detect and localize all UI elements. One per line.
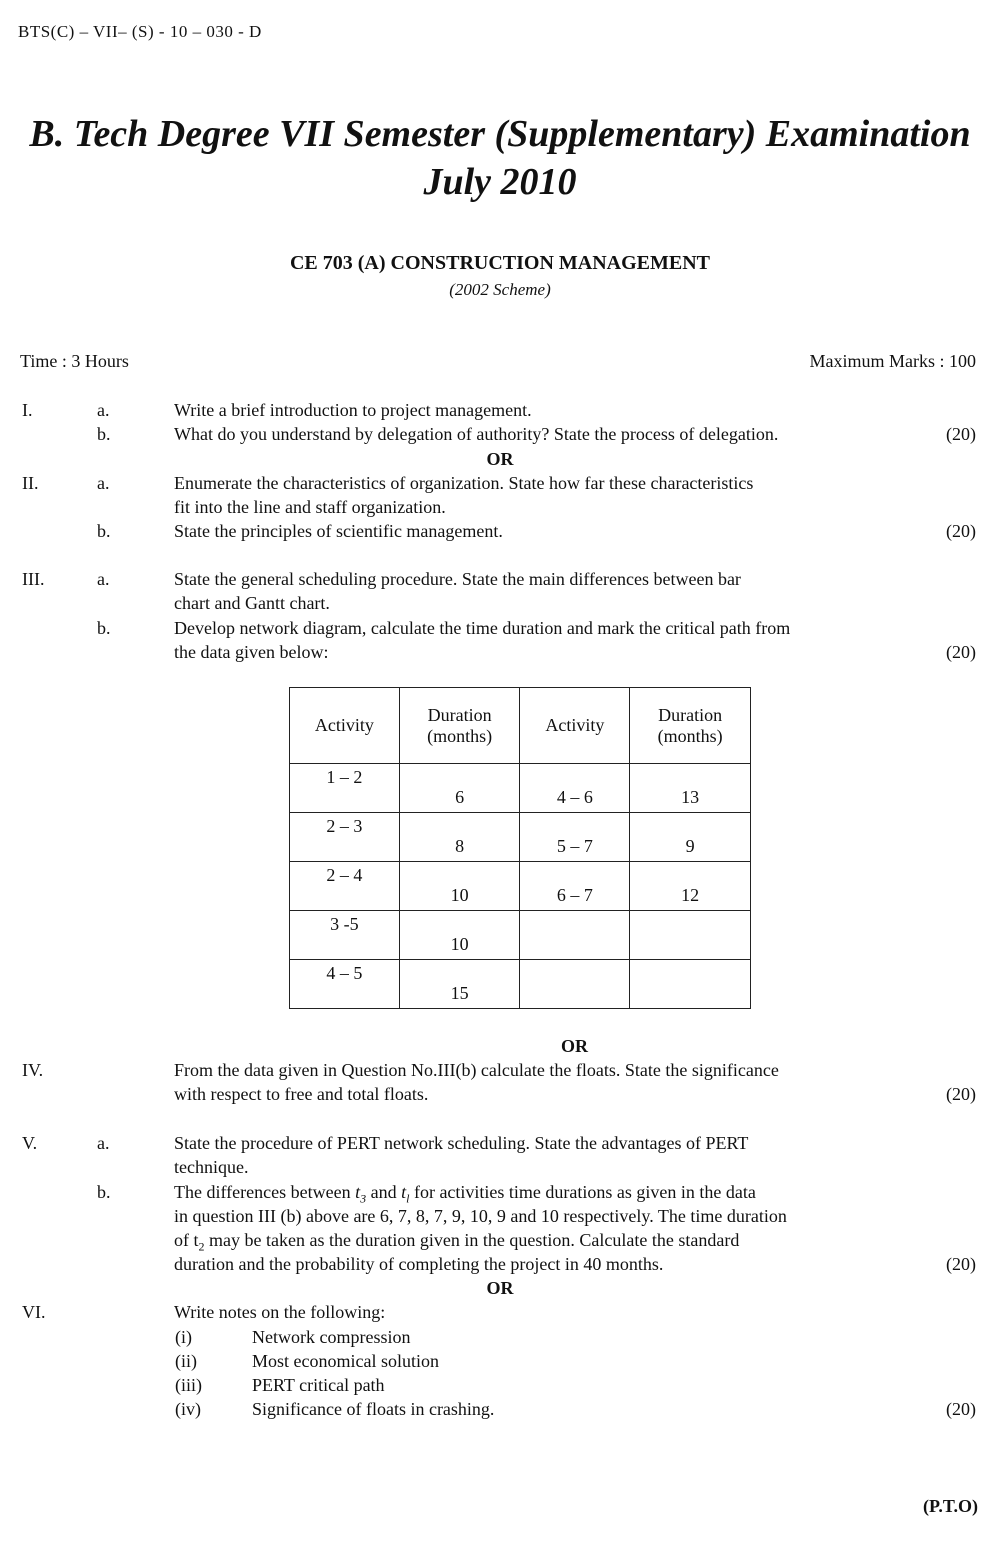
duration-cell: 15 (399, 960, 520, 1009)
duration-cell (630, 911, 751, 960)
question-text: State the general scheduling procedure. State the main differences between bar (174, 569, 741, 589)
table-row (290, 911, 751, 960)
symbol-t: t (355, 1182, 361, 1202)
question-text: What do you understand by delegation of authority? State the process of delegation. (174, 424, 779, 444)
question-text: Write notes on the following: (174, 1302, 386, 1322)
or-separator: OR (486, 1278, 514, 1298)
marks: (20) (946, 1084, 976, 1104)
duration-cell (630, 960, 751, 1009)
please-turn-over: (P.T.O) (922, 1496, 978, 1516)
marks: (20) (946, 521, 976, 541)
item-label: (ii) (175, 1351, 197, 1371)
item-label: (i) (175, 1327, 192, 1347)
maximum-marks: Maximum Marks : 100 (809, 351, 976, 371)
question-text: State the procedure of PERT network scheduling. State the advantages of PERT (174, 1133, 749, 1153)
marks: (20) (946, 424, 976, 444)
activity-cell: 3 -5 (290, 911, 400, 960)
table-row (290, 960, 751, 1009)
subscript: 3 (360, 1191, 367, 1206)
subscript: 2 (198, 1239, 205, 1254)
activity-cell: 5 – 7 (520, 813, 630, 862)
text-run: of t (174, 1230, 199, 1250)
question-text: From the data given in Question No.III(b) calculate the floats. State the significance (174, 1060, 779, 1080)
question-text: State the principles of scientific management. (174, 521, 503, 541)
duration-cell: 12 (630, 862, 751, 911)
activity-cell (520, 960, 630, 1009)
duration-cell: 10 (399, 911, 520, 960)
question-text: Write a brief introduction to project management. (174, 400, 532, 420)
table-header: Activity (520, 688, 630, 764)
part-label: a. (97, 1133, 110, 1153)
duration-cell: 10 (399, 862, 520, 911)
question-text: with respect to free and total floats. (174, 1084, 429, 1104)
question-number: I. (22, 400, 33, 420)
table-header (630, 688, 751, 764)
text-run: and (366, 1182, 402, 1202)
duration-cell: 9 (630, 813, 751, 862)
part-label: a. (97, 400, 110, 420)
question-text: in question III (b) above are 6, 7, 8, 7, 9, 10, 9 and 10 respectively. The time duration (174, 1206, 787, 1226)
question-text (174, 1230, 739, 1255)
text-run: The differences between (174, 1182, 356, 1202)
text-run: for activities time durations as given in the data (409, 1182, 756, 1202)
duration-cell: 13 (630, 764, 751, 813)
question-number: IV. (22, 1060, 44, 1080)
item-text: PERT critical path (252, 1375, 385, 1395)
or-separator: OR (561, 1036, 588, 1056)
header-line: (months) (657, 725, 723, 746)
question-text: the data given below: (174, 642, 329, 662)
question-text: fit into the line and staff organization. (174, 497, 446, 517)
part-label: a. (97, 569, 110, 589)
question-text (174, 1182, 756, 1207)
part-label: b. (97, 1182, 111, 1202)
question-text: Enumerate the characteristics of organization. State how far these characteristics (174, 473, 754, 493)
table-row (290, 862, 751, 911)
activity-cell: 2 – 3 (290, 813, 400, 862)
exam-title: B. Tech Degree VII Semester (Supplementary) Examination (29, 113, 971, 155)
header-line: Duration (658, 704, 723, 725)
item-label: (iv) (175, 1399, 201, 1419)
table-header: Activity (290, 688, 400, 764)
or-separator: OR (486, 449, 514, 469)
paper-code: BTS(C) – VII– (S) - 10 – 030 - D (18, 22, 262, 41)
question-text: technique. (174, 1157, 249, 1177)
part-label: b. (97, 618, 111, 638)
table-row (290, 813, 751, 862)
question-text: Develop network diagram, calculate the time duration and mark the critical path from (174, 618, 791, 638)
question-number: II. (22, 473, 39, 493)
marks: (20) (946, 1399, 976, 1419)
part-label: b. (97, 424, 111, 444)
activity-cell: 2 – 4 (290, 862, 400, 911)
activity-cell: 6 – 7 (520, 862, 630, 911)
table-header (399, 688, 520, 764)
item-text: Significance of floats in crashing. (252, 1399, 495, 1419)
part-label: a. (97, 473, 110, 493)
activity-cell: 4 – 6 (520, 764, 630, 813)
table-row (290, 764, 751, 813)
question-text: duration and the probability of completing the project in 40 months. (174, 1254, 664, 1274)
item-text: Network compression (252, 1327, 411, 1347)
activity-cell (520, 911, 630, 960)
activity-duration-table (289, 687, 751, 1009)
symbol-t: t (401, 1182, 407, 1202)
duration-cell: 6 (399, 764, 520, 813)
marks: (20) (946, 1254, 976, 1274)
question-number: III. (22, 569, 45, 589)
subject-title: CE 703 (A) CONSTRUCTION MANAGEMENT (289, 252, 710, 274)
question-text: chart and Gantt chart. (174, 593, 330, 613)
exam-date: July 2010 (423, 161, 577, 203)
question-number: VI. (22, 1302, 46, 1322)
time-allowed: Time : 3 Hours (20, 351, 129, 371)
header-line: (months) (427, 725, 493, 746)
item-text: Most economical solution (252, 1351, 439, 1371)
table-header-row (290, 688, 751, 764)
duration-cell: 8 (399, 813, 520, 862)
scheme: (2002 Scheme) (449, 280, 551, 299)
text-run: may be taken as the duration given in the question. Calculate the standard (204, 1230, 740, 1250)
subscript: l (406, 1191, 410, 1206)
activity-cell: 1 – 2 (290, 764, 400, 813)
header-line: Duration (427, 704, 492, 725)
part-label: b. (97, 521, 111, 541)
question-number: V. (22, 1133, 38, 1153)
marks: (20) (946, 642, 976, 662)
activity-cell: 4 – 5 (290, 960, 400, 1009)
item-label: (iii) (175, 1375, 202, 1395)
